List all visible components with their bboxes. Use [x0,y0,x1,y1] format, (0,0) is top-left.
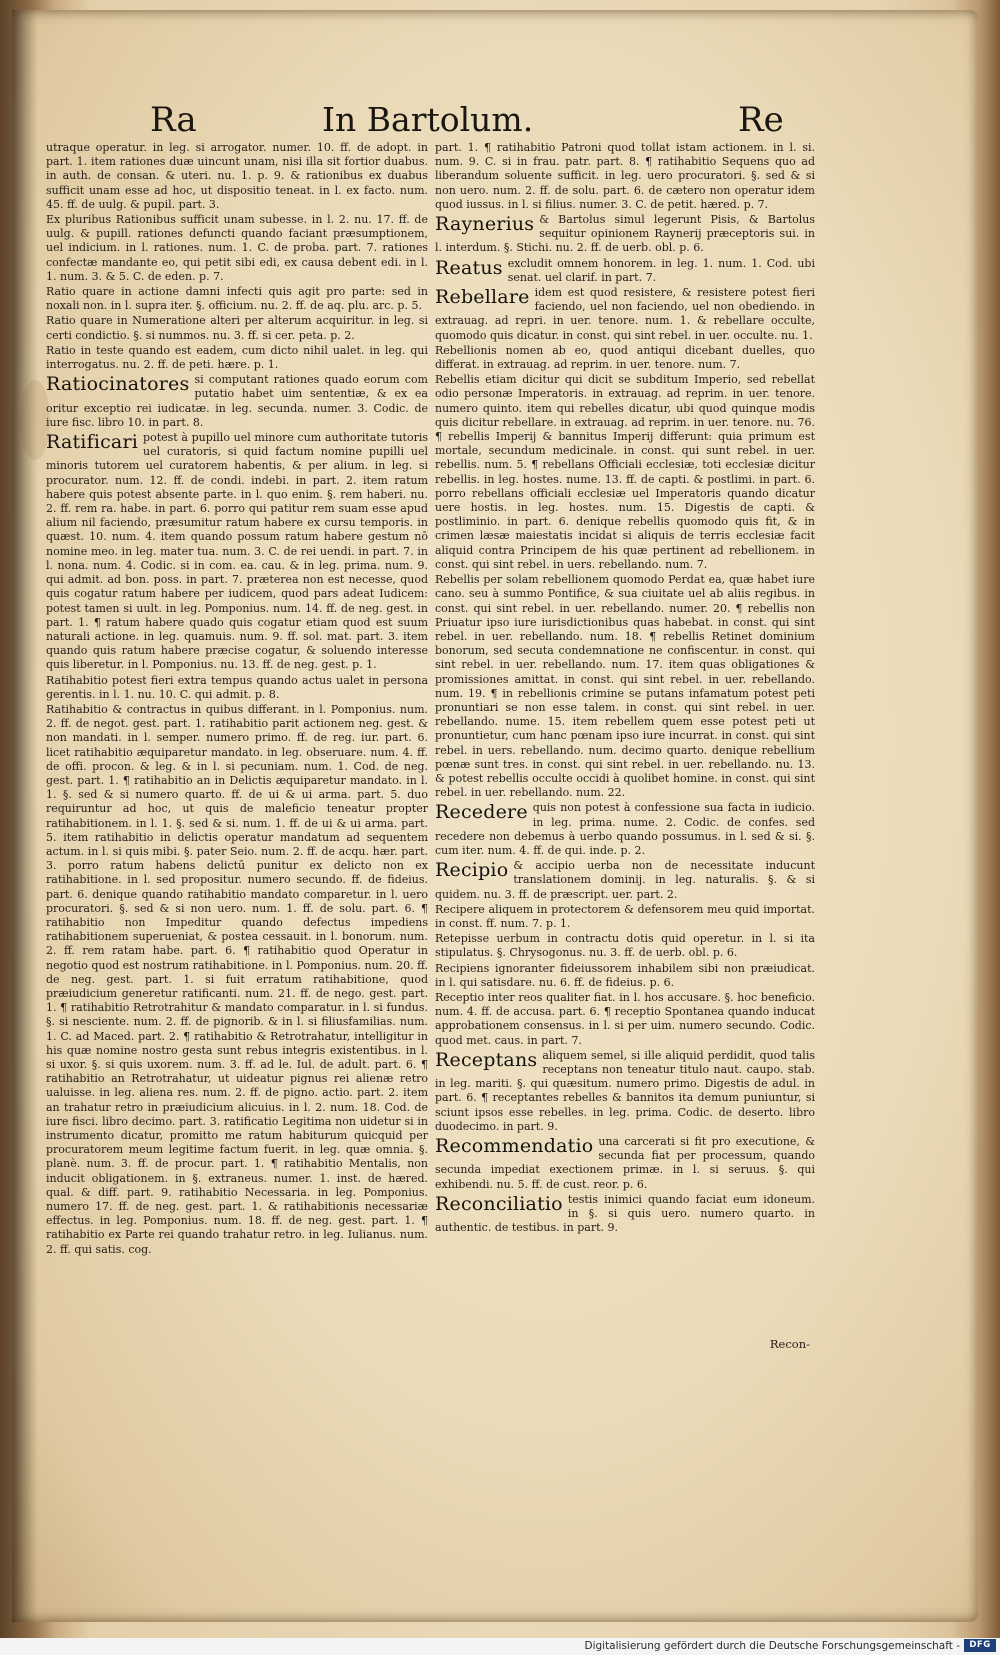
entry-text: Ratio quare in Numeratione alteri per alterum acquiritur. in leg. si certi condictio. §. si nummos. nu. 3. ff. si cer. peta. p. 2. [46,314,428,342]
entry-headword: Rebellare [435,286,530,309]
entry-headword: Ratiocinatores [46,373,190,396]
entry-text: Ratio in teste quando est eadem, cum dicto nihil ualet. in leg. qui interrogatus. nu. 2. ff. de peti. hære. p. 1. [46,343,428,372]
footer-credit: Digitalisierung gefördert durch die Deutsche Forschungsgemeinschaft - [584,1640,960,1652]
header-title: In Bartolum. [322,100,534,139]
index-entry [46,344,428,372]
index-entry [46,314,428,342]
header-right-guideword: Re [738,100,784,140]
index-entry [435,1135,815,1192]
entry-headword: Recedere [435,801,528,824]
index-entry [435,1049,815,1134]
index-entry [46,703,428,1257]
index-entry [435,257,815,285]
header-left-guideword: Ra [150,100,197,140]
index-entry [435,1193,815,1236]
index-entry [46,285,428,313]
index-entry [435,286,815,343]
entry-text: Recipiens ignoranter fideiussorem inhabilem sibi non præiudicat. in l. qui satisdare. nu. 6. ff. de fideius. p. 6. [435,961,815,989]
entry-text: Rebellis per solam rebellionem quomodo Perdat ea, quæ habet iure cano. seu à summo Pontifice, & sua ciuitate uel ab aliis regibus. in const. qui sint rebel. in uer. rebellando. numer. 20. ¶ rebellis non Priuatur ipso iure iurisdictionibus quas habebat. in const. qui sint rebel. in uer. rebellando. num. 18. ¶ rebellis Retinet dominium bonorum, sed secuta condemnatione ne confiscentur. in const. qui sint rebel. in uer. rebellando. num. 17. item quas obligationes & promissiones amittat. in const. qui sint rebel. in uer. rebellando. num. 19. ¶ in rebellionis crimine se putans infamatum potest peti pronuntiari se non esse talem. in const. qui sint rebel. in uer. rebellando. nume. 15. item rebellem quem esse potest peti ut pronuntietur, cum hanc pœnam ipso iure incurrat. in const. qui sint rebel. in uers. rebellando. num. decimo quarto. denique rebellium pœnæ sunt tres. in const. qui sint rebel. in uer. rebellando. nu. 13. & potest rebellis occulte occidi à quolibet homine. in const. qui sint rebel. in uer. rebellando. num. 22. [435,573,815,800]
index-entry [435,991,815,1048]
entry-headword: Reatus [435,256,503,279]
index-entry [435,903,815,931]
index-entry [435,573,815,800]
entry-text: part. 1. ¶ ratihabitio Patroni quod tollat istam actionem. in l. si. num. 9. C. si in frau. patr. part. 8. ¶ ratihabitio Sequens quo ad liberandum soluente sufficit. in leg. uero procuratori. §. sed & si non uero. num. 2. ff. de solu. part. 6. de cætero non operatur idem quod iussus. in l. si filius. numer. 3. C. de petit. hæred. p. 7. [435,141,815,211]
right-text-column [435,141,815,1236]
entry-text: aliquem semel, si ille aliquid perdidit, quod talis receptans non teneatur titulo naut. caupo. stab. in leg. mariti. §. qui quæsitum. numero primo. Digestis de adul. in part. 6. ¶ receptantes rebelles & bannitos ita demum puniuntur, si sciunt ipsos esse rebelles. in leg. prima. Codic. de deserto. libro duodecimo. in part. 9. [435,1048,815,1133]
entry-text: si computant rationes quado eorum com putatio habet uim sententiæ, & ex ea oritur exceptio rei iudicatæ. in leg. secunda. numer. 3. Codic. de iure fisc. libro 10. in part. 8. [46,373,428,429]
entry-text: Receptio inter reos qualiter fiat. in l. hos accusare. §. hoc beneficio. num. 4. ff. de accusa. part. 6. ¶ receptio Spontanea quando inducat approbationem consensus. in l. si per uim. numero secundo. Codic. quod met. caus. in part. 7. [435,990,815,1047]
index-entry [46,373,428,430]
index-entry [46,431,428,672]
entry-text: Ratio quare in actione damni infecti quis agit pro parte: sed in noxali non. in l. supra iter. §. officium. nu. 2. ff. de aq. plu. arc. p. 5. [46,285,428,313]
index-entry [435,962,815,990]
index-entry [435,141,815,212]
entry-headword: Recommendatio [435,1135,594,1158]
entry-headword: Receptans [435,1048,538,1071]
entry-text: Recipere aliquem in protectorem & defensorem meu quid importat. in const. ff. num. 7. p. 1. [435,902,815,930]
index-entry [435,801,815,858]
entry-text: Rebellionis nomen ab eo, quod antiqui dicebant duelles, quo differat. in extrauag. ad reprim. in uer. tenore. num. 7. [435,343,815,372]
entry-text: Rebellis etiam dicitur qui dicit se subditum Imperio, sed rebellat odio personæ Imperatoris. in extrauag. ad reprim. in uer. tenore. numero quinto. item qui rebelles dicatur, ubi quod quinque modis quis dicitur rebellare. in extrauag. ad reprim. in uer. tenore. nu. 76. ¶ rebellis Imperij & bannitus Imperij differunt: quia primum est mortale, secundum medicinale. in const. qui sunt rebel. in uer. rebellis. num. 5. ¶ rebellans Officiali ecclesiæ, toti ecclesiæ dicitur rebellis. in leg. hostes. nume. 13. ff. de capti. & postlimi. in part. 6. porro rebellans officiali ecclesiæ uel Imperatoris quando dicatur uere hostis. in leg. hostes. num. 15. Digestis de capti. & postliminio. in part. 6. denique rebellis quomodo quis fit, & in crimen læsæ maiestatis incidat si aliquis de terris ecclesiæ facit aliquid contra Principem de his quæ pertinent ad rebellionem. in const. qui sint rebel. in uers. rebellando. num. 7. [435,373,815,571]
entry-headword: Recipio [435,859,509,882]
index-entry [46,674,428,702]
entry-text: una carcerati si fit pro executione, & secunda fiat per processum, quando secunda impediat exectionem primæ. in l. si seruus. §. qui exhibendi. nu. 5. ff. de cust. reor. p. 6. [435,1135,815,1191]
entry-text: Ratihabitio & contractus in quibus differant. in l. Pomponius. num. 2. ff. de negot. gest. part. 1. ratihabitio parit actionem neg. gest. & non mandati. in l. semper. numero primo. ff. de reg. iur. part. 6. licet ratihabitio æquiparetur mandato. in leg. obseruare. num. 4. ff. de offi. procon. & leg. & in l. si pecuniam. num. 1. Cod. de neg. gest. part. 1. ¶ ratihabitio an in Delictis æquiparetur mandato. in l. 1. §. sed & si numero quarto. ff. de ui & ui arma. part. 5. duo requiruntur ad hoc, ut quis de maleficio teneatur propter ratihabitionem. in l. 1. §. sed & si. num. 1. ff. de ui & ui arma. part. 5. item ratihabitio in delictis operatur mandatum ad sequentem actum. in l. si quis mibi. §. pater Seio. num. 2. ff. de acqu. hær. part. 3. porro ratum habens delictū punitur ex delicto non ex ratihabitione. in l. sed propositur. numero secundo. ff. de fideius. part. 6. denique quando ratihabitio mandato comparetur. in l. uero procuratori. §. sed & si non uero. num. 1. ff. de solu. part. 6. ¶ ratihabitio non Impeditur quando defectus impediens ratihabitionem superueniat, & postea cessauit. in l. bonorum. num. 2. ff. rem ratam habe. part. 6. ¶ ratihabitio quod Operatur in negotio quod est nostrum ratihabitione. in l. Pomponius. num. 20. ff. de neg. gest. part. 1. si fuit erratum ratihabitione, quod præiudicium generetur ratificanti. num. 21. ff. de nego. gest. part. 1. ¶ ratihabitio Retrotrahitur & mandato comparatur. in l. si fundus. §. si nesciente. num. 2. ff. de pignorib. & in l. si filiusfamilias. num. 1. C. ad Maced. part. 2. ¶ ratihabitio & Retrotrahatur, intelligitur in his quæ nomine nostro gesta sunt rebus integris existentibus. in l. si uxor. §. si quis uxorem. num. 3. ff. ad le. Iul. de adult. part. 6. ¶ ratihabitio an Retrotrahatur, ut uideatur pignus rei alienæ retro ualuisse. in leg. aliena res. num. 2. ff. de pigno. actio. part. 2. item an trahatur retro in præiudicium alicuius. in l. 2. num. 18. Cod. de iure fisci. libro decimo. part. 3. ratificatio Legitima non uidetur si in instrumento dicatur, promitto me ratum habiturum quicquid per procuratorem meum legitime factum fuerit. in leg. quæ omnia. §. planè. num. 3. ff. de procur. part. 1. ¶ ratihabitio Mentalis, non inducit obligationem. in §. extraneus. numer. 1. inst. de hæred. qual. & diff. part. 9. ratihabitio Necessaria. in leg. Pomponius. numero 17. ff. de neg. gest. part. 1. & ratihabitionis necessariæ effectus. in leg. Pomponius. num. 18. ff. de neg. gest. part. 1. ¶ ratihabitio ex Parte rei quando trahatur retro. in leg. Iulianus. num. 2. ff. qui satis. cog. [46,702,428,1256]
entry-text: excludit omnem honorem. in leg. 1. num. 1. Cod. ubi senat. uel clarif. in part. 7. [507,256,815,284]
index-entry [435,213,815,256]
entry-text: Ratihabitio potest fieri extra tempus quando actus ualet in persona gerentis. in l. 1. nu. 10. C. qui admit. p. 8. [46,673,428,701]
index-entry [435,932,815,960]
entry-text: testis inimici quando faciat eum idoneum. in §. si quis uero. numero quarto. in authentic. de testibus. in part. 9. [435,1192,815,1235]
book-gutter-shadow [12,10,38,1622]
entry-text: & Bartolus simul legerunt Pisis, & Bartolus sequitur opinionem Raynerij præceptoris sui. in l. interdum. §. Stichi. nu. 2. ff. de uerb. obl. p. 6. [435,213,815,255]
index-entry [435,344,815,372]
entry-text: Retepisse uerbum in contractu dotis quid operetur. in l. si ita stipulatus. §. Chrysogonus. nu. 3. ff. de uerb. obl. p. 6. [435,932,815,960]
entry-text: & accipio uerba non de necessitate inducunt translationem dominij. in leg. naturalis. §. & si quidem. nu. 3. ff. de præscript. uer. part. 2. [435,859,815,901]
dfg-logo: DFG [964,1639,996,1652]
left-text-column [46,141,428,1258]
entry-headword: Ratificari [46,431,139,454]
entry-text: utraque operatur. in leg. si arrogator. numer. 10. ff. de adopt. in part. 1. item rationes duæ uincunt unam, nisi illa sit fortior duabus. in auth. de consan. & uteri. nu. 1. p. 9. & rationibus ex duabus sufficit unam esse ad hoc, ut dispositio teneat. in l. ex facto. num. 45. ff. de uulg. & pupil. part. 3. [46,141,428,211]
entry-text: quis non potest à confessione sua facta in iudicio. in leg. prima. nume. 2. Codic. de confes. sed recedere non debemus à uerbo quando possumus. in l. sed & si. §. cum iter. num. 4. ff. de qui. inde. p. 2. [435,801,815,857]
entry-text: idem est quod resistere, & resistere potest fieri faciendo, uel non faciendo, uel non obediendo. in extrauag. ad repri. in uer. tenore. num. 1. & rebellare occulte, quomodo quis dicatur. in const. qui sint rebel. in uer. occulte. nu. 1. [435,286,815,342]
index-entry [435,373,815,572]
index-entry [46,141,428,212]
catchword: Recon- [769,1337,810,1351]
entry-headword: Reconciliatio [435,1192,563,1215]
index-entry [435,859,815,902]
entry-text: Ex pluribus Rationibus sufficit unam subesse. in l. 2. nu. 17. ff. de uulg. & pupill. rationes defuncti quando faciant præsumptionem, uel indicium. in l. rationes. num. 1. C. de proba. part. 7. rationes confectæ mandante eo, qui petit sibi edi, ex causa debent edi. in l. 1. num. 3. & 5. C. de eden. p. 7. [46,213,428,283]
index-entry [46,213,428,284]
entry-headword: Raynerius [435,213,535,236]
entry-text: potest à pupillo uel minore cum authoritate tutoris uel curatoris, si quid factum nomine pupilli uel minoris tutorem uel curatorem habentis, & per alium. in leg. si procurator. num. 12. ff. de condi. indebi. in part. 2. item ratum habere quis potest absente parte. in l. quo enim. §. rem haberi. nu. 2. ff. rem ra. habe. in part. 6. porro qui patitur rem suam esse apud alium nil faciendo, præsumitur ratum habere ex cursu temporis. in quæst. 10. num. 4. item quando possum ratum habere gestum nō nomine meo. in leg. mater tua. num. 3. C. de rei uendi. in part. 7. in l. nona. num. 4. Codic. si in com. ea. cau. & in leg. prima. num. 9. qui admit. ad bon. poss. in part. 7. præterea non est necesse, quod quis cogatur ratum habere per iudicem, quod pars adeat Iudicem: potest tamen si uult. in leg. Pomponius. num. 14. ff. de neg. gest. in part. 1. ¶ ratum habere quado quis cogatur etiam quod est suum naturali actione. in leg. quamuis. num. 9. ff. sol. mat. part. 3. item quando quis ratum habere præcise cogatur, & soluendo interesse quis liberetur. in l. Pomponius. nu. 13. ff. de neg. gest. p. 1. [46,431,428,672]
